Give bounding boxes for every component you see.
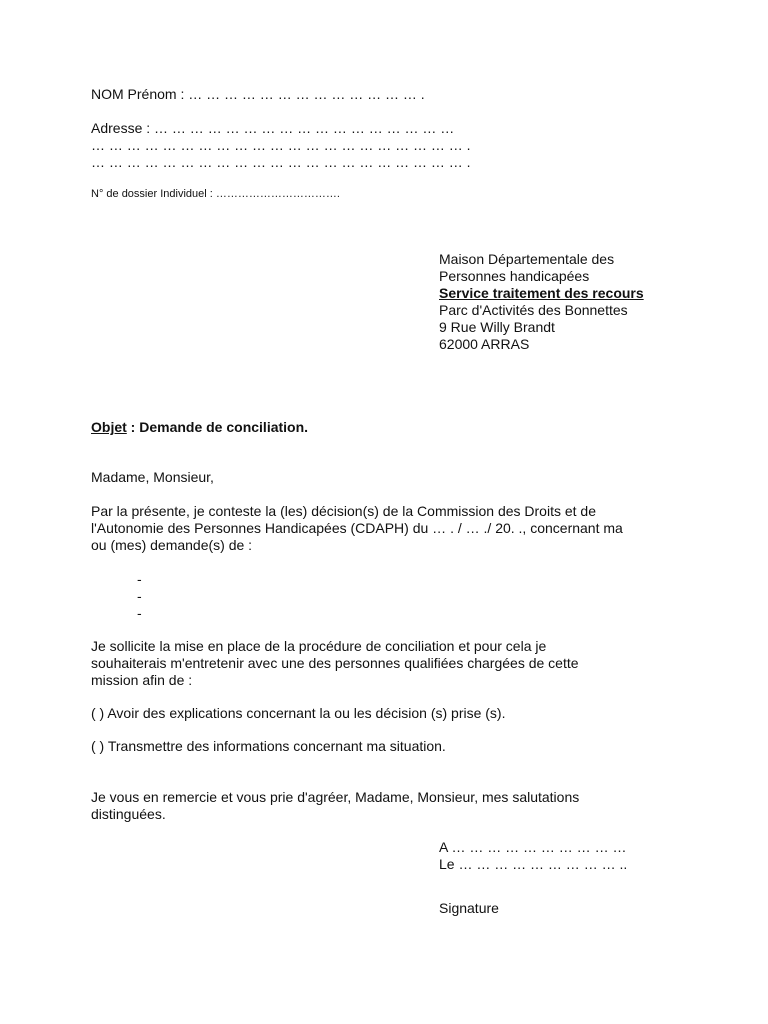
paragraph-contest	[91, 503, 691, 554]
paragraph-line: Par la présente, je conteste la (les) décision(s) de la Commission des Droits et de	[91, 503, 596, 519]
sender-address-line: Adresse : … … … … … … … … … … … … … … … … …	[91, 120, 455, 136]
sender-address-line: … … … … … … … … … … … … … … … … … … … … … .	[91, 154, 471, 170]
place-date-block	[439, 839, 627, 873]
dash-list	[137, 571, 142, 622]
recipient-address-line: 62000 ARRAS	[439, 336, 530, 352]
option-explanations: ( ) Avoir des explications concernant la ou les décision (s) prise (s).	[91, 705, 506, 721]
dash-item: -	[137, 588, 142, 604]
file-number-line: N° de dossier Individuel : …………………………….	[91, 188, 340, 200]
dash-item: -	[137, 605, 142, 621]
sender-name-line: NOM Prénom : … … … … … … … … … … … … … .	[91, 86, 425, 102]
closing-line: Je vous en remercie et vous prie d'agréer, Madame, Monsieur, mes salutations	[91, 789, 580, 805]
subject-label: Objet	[91, 419, 127, 435]
recipient-address-line: 9 Rue Willy Brandt	[439, 319, 555, 335]
paragraph-line: Je sollicite la mise en place de la procédure de conciliation et pour cela je	[91, 638, 547, 654]
subject-text: : Demande de conciliation.	[126, 419, 309, 435]
sender-address-block	[91, 120, 471, 171]
subject-line	[91, 419, 308, 436]
paragraph-line: ou (mes) demande(s) de :	[91, 537, 253, 553]
dash-item: -	[137, 571, 142, 587]
recipient-line: Maison Départementale des	[439, 251, 615, 267]
salutation: Madame, Monsieur,	[91, 469, 214, 485]
recipient-block	[439, 251, 644, 353]
closing-paragraph	[91, 789, 691, 823]
sender-address-line: … … … … … … … … … … … … … … … … … … … … … .	[91, 137, 471, 153]
option-information: ( ) Transmettre des informations concernant ma situation.	[91, 738, 446, 754]
paragraph-line: mission afin de :	[91, 672, 193, 688]
place-line: A … … … … … … … … … …	[439, 839, 627, 855]
recipient-address-line: Parc d'Activités des Bonnettes	[439, 302, 628, 318]
closing-line: distinguées.	[91, 806, 166, 822]
recipient-line: Personnes handicapées	[439, 268, 590, 284]
date-line: Le … … … … … … … … … ..	[439, 856, 628, 872]
recipient-service: Service traitement des recours	[439, 285, 644, 301]
signature-label: Signature	[439, 900, 499, 916]
paragraph-line: l'Autonomie des Personnes Handicapées (CDAPH) du … . / … ./ 20. ., concernant ma	[91, 520, 623, 536]
paragraph-line: souhaiterais m'entretenir avec une des personnes qualifiées chargées de cette	[91, 655, 579, 671]
paragraph-request	[91, 638, 691, 689]
